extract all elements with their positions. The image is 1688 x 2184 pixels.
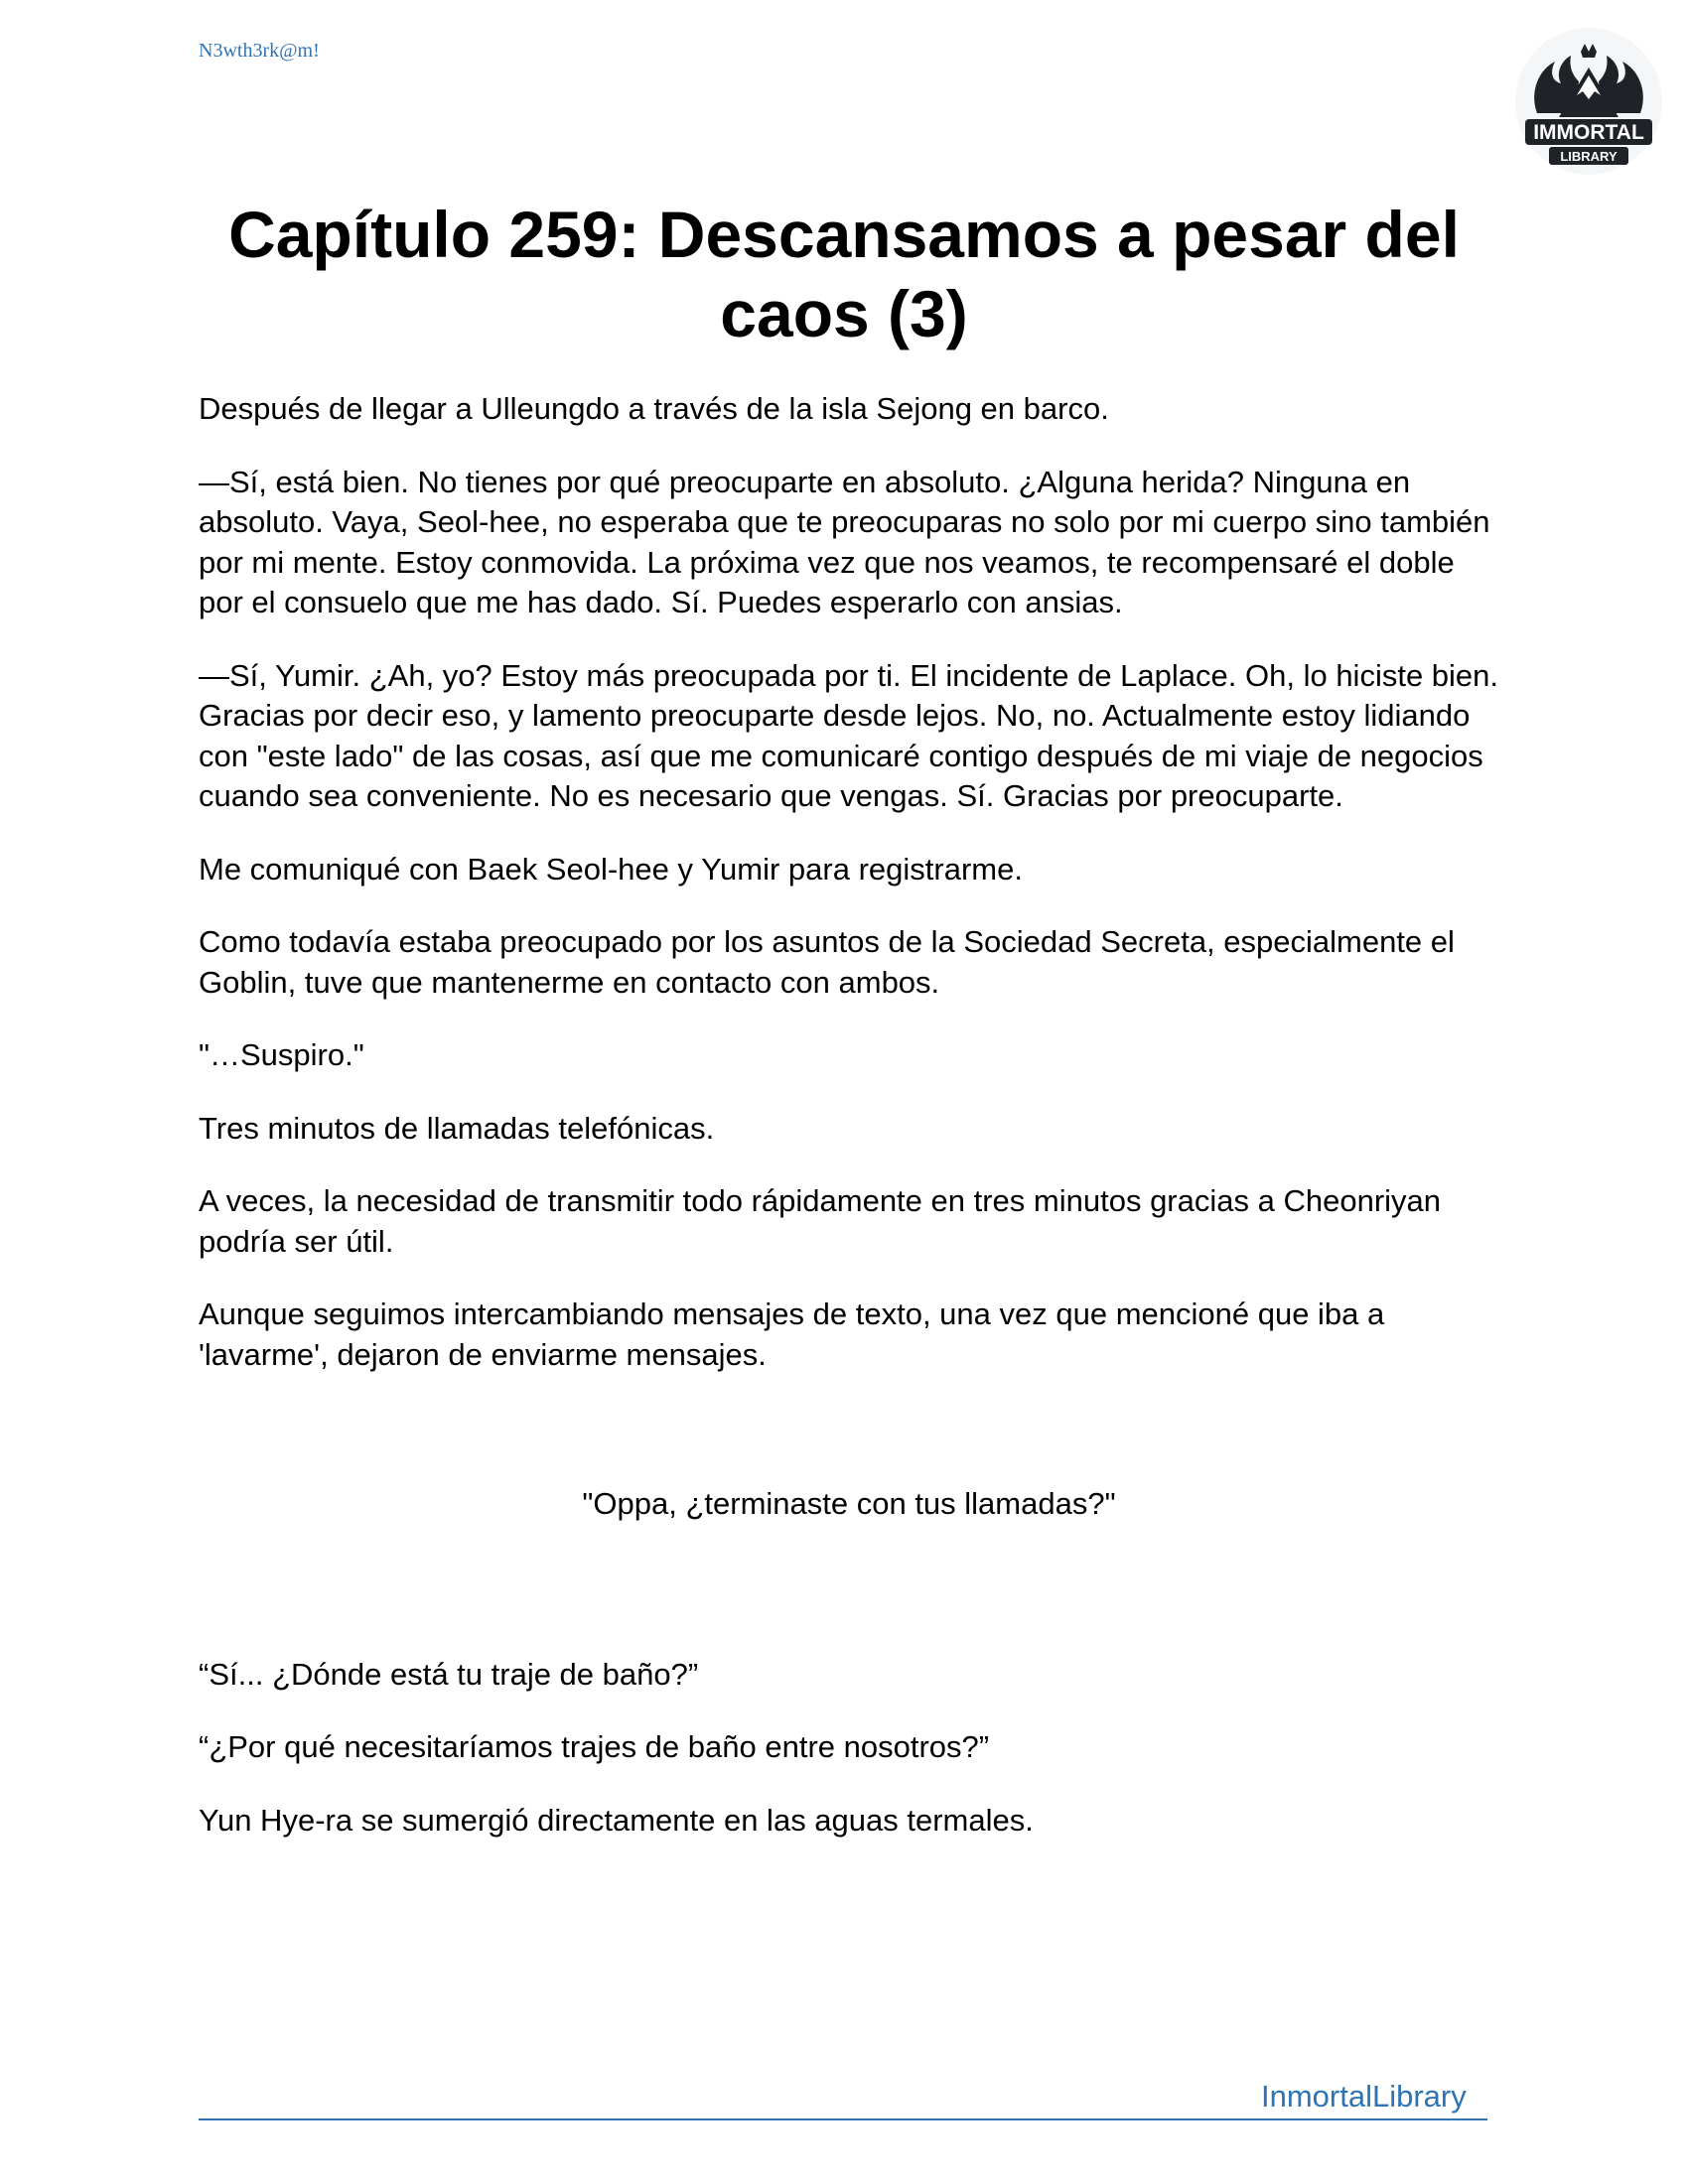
footer-divider (199, 2118, 1487, 2120)
immortal-library-logo (1509, 22, 1668, 181)
paragraph: Tres minutos de llamadas telefónicas. (199, 1110, 715, 1146)
paragraph: "…Suspiro." (199, 1037, 364, 1072)
paragraph: Como todavía estaba preocupado por los asuntos de la Sociedad Secreta, especialmente el Goblin, tuve que mantenerme en contacto con ambos. (199, 924, 1455, 1000)
paragraph: Aunque seguimos intercambiando mensajes de texto, una vez que mencioné que iba a 'lavarme', dejaron de enviarme mensajes. (199, 1297, 1385, 1372)
logo-line1: IMMORTAL (1533, 121, 1644, 144)
paragraph: —Sí, Yumir. ¿Ah, yo? Estoy más preocupada por ti. El incidente de Laplace. Oh, lo hiciste bien. Gracias por decir eso, y lamento preocuparte desde lejos. No, no. Actualmente estoy lidiando con "este lado" de las cosas, así que me comunicaré contigo después de mi viaje de negocios cuando sea conveniente. No es necesario que vengas. Sí. Gracias por preocuparte. (199, 657, 1499, 813)
logo-line2: LIBRARY (1560, 149, 1618, 164)
paragraph: Me comuniqué con Baek Seol-hee y Yumir para registrarme. (199, 851, 1023, 887)
paragraph: “Sí... ¿Dónde está tu traje de baño?” (199, 1656, 699, 1692)
header-watermark: N3wth3rk@m! (199, 40, 320, 62)
paragraph: “¿Por qué necesitaríamos trajes de baño entre nosotros?” (199, 1729, 990, 1764)
blank-space (199, 1558, 1499, 1655)
paragraph: —Sí, está bien. No tienes por qué preocuparte en absoluto. ¿Alguna herida? Ninguna en absoluto. Vaya, Seol-hee, no esperaba que te preocuparas no solo por mi cuerpo sino también por mi mente. Estoy conmovida. La próxima vez que nos veamos, te recompensaré el doble por el consuelo que me has dado. Sí. Puedes esperarlo con ansias. (199, 464, 1490, 619)
paragraph: A veces, la necesidad de transmitir todo rápidamente en tres minutos gracias a Cheonriyan podría ser útil. (199, 1183, 1442, 1259)
paragraph: Yun Hye-ra se sumergió directamente en las aguas termales. (199, 1802, 1034, 1838)
centered-dialogue: "Oppa, ¿terminaste con tus llamadas?" (582, 1486, 1116, 1521)
footer-link[interactable]: InmortalLibrary (1261, 2079, 1467, 2114)
dragon-crest-icon (1509, 22, 1668, 181)
chapter-body (199, 389, 1499, 1873)
paragraph: Después de llegar a Ulleungdo a través de la isla Sejong en barco. (199, 391, 1109, 426)
chapter-title: Capítulo 259: Descansamos a pesar del caos (3) (228, 198, 1460, 350)
blank-space (199, 1408, 1499, 1484)
